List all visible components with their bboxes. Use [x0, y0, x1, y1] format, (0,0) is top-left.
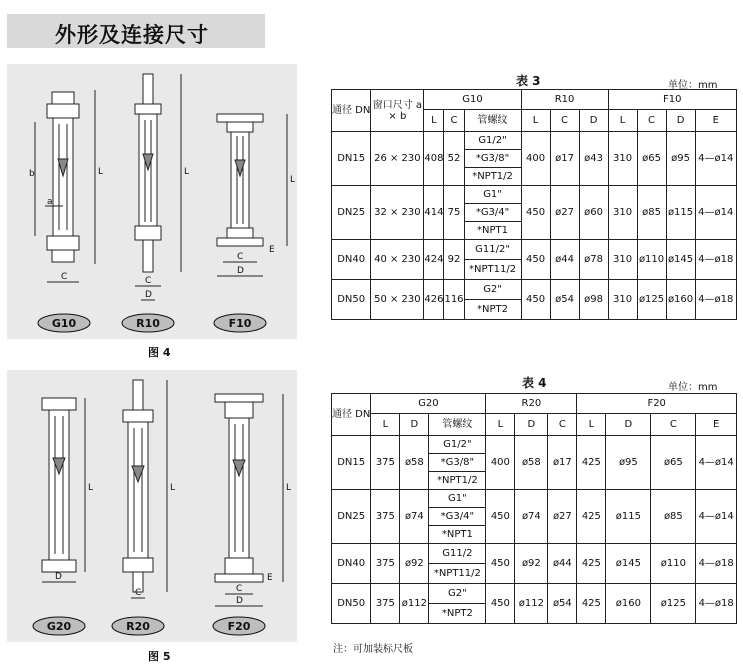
dim-c-f20: C — [236, 584, 243, 594]
dim-e-f20: E — [267, 573, 273, 583]
dim-l-f20: L — [286, 483, 292, 493]
dim-e-f: E — [269, 245, 275, 255]
t3-head-rc: C — [550, 110, 579, 132]
table-row: DN25 — [332, 186, 371, 240]
t3-head-gl: L — [424, 110, 444, 132]
table-cell: *G3/4" — [429, 508, 486, 526]
table-cell: 116 — [444, 280, 464, 320]
t3-head-gc: C — [444, 110, 464, 132]
table-cell: ø112 — [515, 584, 548, 624]
table-cell: 425 — [577, 584, 606, 624]
table-cell: 32 × 230 — [371, 186, 424, 240]
table-cell: *NPT11/2 — [429, 564, 486, 584]
table-cell: ø160 — [606, 584, 651, 624]
dim-d-f: D — [237, 266, 244, 276]
table-cell: ø85 — [651, 490, 696, 544]
table-cell: 4—ø18 — [696, 584, 737, 624]
label-r10: R10 — [136, 317, 160, 330]
t4-head-dn: 通径 DN — [332, 394, 371, 436]
table-cell: 450 — [521, 280, 550, 320]
table-cell: 4—ø18 — [696, 544, 737, 584]
table-cell: ø85 — [637, 186, 666, 240]
table-cell: 310 — [608, 132, 637, 186]
table-cell: ø110 — [637, 240, 666, 280]
table-cell: G1/2" — [464, 132, 521, 150]
t4-head-thread: 管螺纹 — [429, 414, 486, 436]
dim-l-g20: L — [88, 483, 94, 493]
label-f20: F20 — [227, 620, 251, 633]
dim-l-g: L — [98, 167, 104, 177]
figure-4-drawing — [7, 64, 297, 339]
table-cell: ø145 — [666, 240, 695, 280]
table-cell: *G3/8" — [464, 150, 521, 168]
table-row: DN15 — [332, 132, 371, 186]
table-cell: ø74 — [400, 490, 429, 544]
table-cell: ø92 — [515, 544, 548, 584]
table-cell: 375 — [371, 436, 400, 490]
dim-l-r20: L — [170, 483, 176, 493]
table-cell: G1/2" — [429, 436, 486, 454]
table-cell: 425 — [577, 490, 606, 544]
table-cell: 50 × 230 — [371, 280, 424, 320]
table-cell: 450 — [521, 186, 550, 240]
table-row: DN50 — [332, 280, 371, 320]
t4-head-rc: C — [548, 414, 577, 436]
table-cell: ø115 — [666, 186, 695, 240]
table-cell: ø27 — [550, 186, 579, 240]
table-4 — [331, 393, 737, 624]
table-cell: ø95 — [666, 132, 695, 186]
t3-head-fe: E — [695, 110, 736, 132]
t4-head-r: R20 — [486, 394, 577, 414]
table-cell: 4—ø14 — [695, 132, 736, 186]
table-cell: ø44 — [548, 544, 577, 584]
dim-c-f: C — [237, 252, 244, 262]
dim-l-f: L — [290, 175, 296, 185]
table-cell: ø54 — [550, 280, 579, 320]
table-cell: ø95 — [606, 436, 651, 490]
table-cell: 52 — [444, 132, 464, 186]
table-cell: G1" — [429, 490, 486, 508]
t4-head-rd: D — [515, 414, 548, 436]
table-cell: 375 — [371, 490, 400, 544]
table-cell: ø145 — [606, 544, 651, 584]
f10-meter-drawing — [217, 114, 287, 276]
figure-5-drawing — [7, 370, 297, 642]
t4-head-gl: L — [371, 414, 400, 436]
table-cell: ø44 — [550, 240, 579, 280]
table-cell: *G3/4" — [464, 204, 521, 222]
table-cell: 426 — [424, 280, 444, 320]
table-cell: 310 — [608, 240, 637, 280]
t3-head-fc: C — [637, 110, 666, 132]
dim-c-r: C — [145, 276, 152, 286]
table-cell: ø112 — [400, 584, 429, 624]
table-cell: 310 — [608, 280, 637, 320]
t3-head-thread: 管螺纹 — [464, 110, 521, 132]
dim-a: a — [47, 197, 53, 207]
table-cell: 425 — [577, 544, 606, 584]
table-cell: ø92 — [400, 544, 429, 584]
table-cell: ø17 — [548, 436, 577, 490]
table-cell: 414 — [424, 186, 444, 240]
table-4-caption: 表 4 — [522, 376, 547, 390]
table-cell: 4—ø14 — [695, 186, 736, 240]
table-cell: ø27 — [548, 490, 577, 544]
table-cell: G11/2" — [464, 240, 521, 260]
dim-d-g20: D — [55, 572, 62, 582]
table-cell: ø125 — [637, 280, 666, 320]
dim-d-f20: D — [236, 596, 243, 606]
table-cell: ø65 — [637, 132, 666, 186]
table-note: 注：可加装标尺板 — [333, 644, 413, 655]
table-cell: G2" — [429, 584, 486, 604]
section-title: 外形及连接尺寸 — [55, 23, 209, 47]
table-cell: *NPT11/2 — [464, 260, 521, 280]
table-cell: ø65 — [651, 436, 696, 490]
table-cell: 450 — [486, 490, 515, 544]
table-row: DN25 — [332, 490, 371, 544]
table-cell: 4—ø18 — [695, 280, 736, 320]
table-cell: ø17 — [550, 132, 579, 186]
table-cell: ø60 — [579, 186, 608, 240]
t3-head-r: R10 — [521, 90, 608, 110]
label-g20: G20 — [46, 620, 72, 633]
table-4-unit: 单位：mm — [668, 382, 718, 393]
table-cell: ø125 — [651, 584, 696, 624]
table-cell: G1" — [464, 186, 521, 204]
t3-head-dn: 通径 DN — [332, 90, 371, 132]
table-row: DN15 — [332, 436, 371, 490]
table-cell: 450 — [521, 240, 550, 280]
table-cell: G2" — [464, 280, 521, 300]
table-cell: ø78 — [579, 240, 608, 280]
table-cell: ø58 — [515, 436, 548, 490]
table-cell: 375 — [371, 584, 400, 624]
t3-head-g: G10 — [424, 90, 521, 110]
table-cell: 400 — [486, 436, 515, 490]
table-cell: 75 — [444, 186, 464, 240]
t3-head-fd: D — [666, 110, 695, 132]
dim-l-r: L — [184, 167, 190, 177]
table-3-caption: 表 3 — [516, 74, 541, 88]
table-cell: 4—ø18 — [695, 240, 736, 280]
table-row: DN40 — [332, 544, 371, 584]
table-cell: ø54 — [548, 584, 577, 624]
t4-head-fe: E — [696, 414, 737, 436]
table-cell: *NPT2 — [429, 604, 486, 624]
table-cell: *NPT1 — [464, 222, 521, 240]
table-cell: ø43 — [579, 132, 608, 186]
table-cell: ø115 — [606, 490, 651, 544]
table-cell: *NPT1/2 — [464, 168, 521, 186]
table-cell: *NPT1/2 — [429, 472, 486, 490]
table-cell: ø110 — [651, 544, 696, 584]
table-cell: 92 — [444, 240, 464, 280]
dim-c-g: C — [61, 272, 68, 282]
r10-meter-drawing — [135, 74, 181, 300]
table-cell: 310 — [608, 186, 637, 240]
table-cell: ø98 — [579, 280, 608, 320]
g10-meter-drawing — [35, 90, 95, 282]
figure-4-panel — [7, 64, 297, 339]
table-3 — [331, 89, 737, 320]
t3-head-fl: L — [608, 110, 637, 132]
label-r20: R20 — [126, 620, 150, 633]
table-3-unit: 单位：mm — [668, 80, 718, 91]
t3-head-rl: L — [521, 110, 550, 132]
dim-b: b — [29, 169, 35, 179]
t3-head-window: 窗口尺寸 a × b — [371, 90, 424, 132]
table-cell: *G3/8" — [429, 454, 486, 472]
table-cell: 4—ø14 — [696, 436, 737, 490]
table-cell: ø74 — [515, 490, 548, 544]
t4-head-fd: D — [606, 414, 651, 436]
section-title-banner — [7, 14, 265, 48]
figure-5-caption: 图 5 — [148, 650, 171, 663]
table-cell: 375 — [371, 544, 400, 584]
table-cell: 424 — [424, 240, 444, 280]
table-cell: 450 — [486, 544, 515, 584]
table-cell: G11/2 — [429, 544, 486, 564]
table-cell: 450 — [486, 584, 515, 624]
table-row: DN50 — [332, 584, 371, 624]
table-cell: ø58 — [400, 436, 429, 490]
f20-meter-drawing — [215, 394, 283, 606]
table-cell: 4—ø14 — [696, 490, 737, 544]
t4-head-gd: D — [400, 414, 429, 436]
dim-c-r20: C — [135, 588, 142, 598]
dim-d-r: D — [145, 290, 152, 300]
t4-head-fc: C — [651, 414, 696, 436]
table-cell: *NPT2 — [464, 300, 521, 320]
g20-meter-drawing — [42, 398, 85, 582]
table-cell: 408 — [424, 132, 444, 186]
figure-4-caption: 图 4 — [148, 346, 171, 359]
table-row: DN40 — [332, 240, 371, 280]
table-cell: 40 × 230 — [371, 240, 424, 280]
t4-head-rl: L — [486, 414, 515, 436]
table-cell: ø160 — [666, 280, 695, 320]
t4-head-fl: L — [577, 414, 606, 436]
table-cell: 400 — [521, 132, 550, 186]
table-cell: 425 — [577, 436, 606, 490]
t3-head-f: F10 — [608, 90, 736, 110]
label-f10: F10 — [228, 317, 252, 330]
figure-5-panel — [7, 370, 297, 642]
table-cell: 26 × 230 — [371, 132, 424, 186]
t3-head-rd: D — [579, 110, 608, 132]
r20-meter-drawing — [123, 380, 167, 598]
t4-head-f: F20 — [577, 394, 737, 414]
t4-head-g: G20 — [371, 394, 486, 414]
label-g10: G10 — [51, 317, 77, 330]
table-cell: *NPT1 — [429, 526, 486, 544]
